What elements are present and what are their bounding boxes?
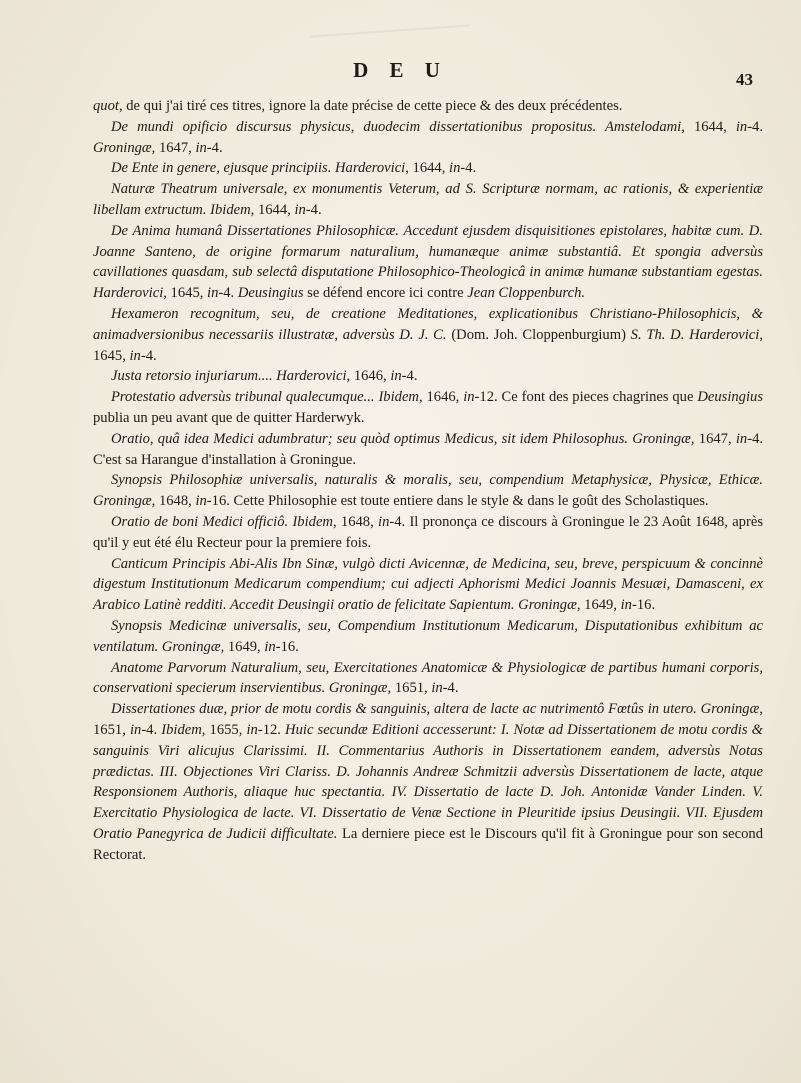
- page-header: [0, 58, 801, 92]
- french-text-run: , de qui j'ai tiré ces titres, ignore la date précise de cette piece & des deux précédentes.: [118, 98, 623, 114]
- latin-title-run: Justa retorsio injuriarum.... Harderovici: [111, 368, 347, 385]
- french-text-run: , 1644,: [250, 201, 295, 218]
- latin-title-run: Protestatio adversùs tribunal qualecumque... Ibidem: [111, 389, 419, 406]
- bibliography-entry: [93, 658, 763, 700]
- latin-title-run: S. Th. D. Harderovici: [630, 326, 760, 343]
- latin-title-run: Canticum Principis Abi-Alis Ibn Sinæ, vulgò dicti Avicennæ, de Medicina, seu, breve, perspicuum & concinnè digestum Institutionum Medicarum compendium; cui adjecti Aphorismi Medici Joannis Mesuæi, Damasceni, ex Arabico Latinè redditi. Accedit Deusingii oratio de felicitate Sapientum. Groningæ: [93, 555, 763, 614]
- french-text-run: -16. Cette Philosophie est toute entiere dans le style & dans le goût des Scholastiques.: [206, 493, 709, 510]
- latin-title-run: in: [735, 430, 748, 447]
- latin-title-run: in: [294, 201, 306, 218]
- latin-title-run: Jean Cloppenburch.: [467, 285, 586, 302]
- bibliography-entry: [93, 366, 763, 387]
- latin-title-run: in: [378, 513, 390, 530]
- latin-title-run: in: [129, 721, 142, 738]
- french-text-run: , 1651,: [387, 680, 432, 697]
- french-text-run: -4.: [442, 680, 459, 697]
- french-text-run: La derniere piece est le Discours qu'il fit à Groningue pour son second Rectorat.: [93, 825, 763, 863]
- bibliography-entry: [93, 699, 763, 865]
- french-text-run: , 1647,: [690, 430, 736, 447]
- bibliography-entry: [93, 117, 763, 159]
- french-text-run: 1644,: [693, 118, 736, 135]
- latin-title-run: Synopsis Medicinæ universalis, seu, Compendium Institutionum Medicarum, Disputationibus exhibitum ac ventilatum. Groningæ: [93, 617, 763, 655]
- latin-title-run: in: [449, 160, 461, 177]
- french-text-run: -4.: [141, 721, 162, 738]
- french-text-run: -12. Ce font des pieces chagrines que: [474, 389, 698, 406]
- french-text-run: -4.: [140, 347, 157, 364]
- latin-title-run: in: [129, 347, 141, 364]
- bibliography-entry: [93, 304, 763, 366]
- latin-title-run: in: [390, 368, 402, 385]
- latin-title-run: Hexameron recognitum, seu, de creatione Meditationes, explicationibus Christiano-Philosophicis, & animadversionibus necessariis illustratæ, adversùs D. J. C.: [93, 305, 763, 343]
- latin-title-run: in: [264, 638, 276, 655]
- french-text-run: -4. C'est sa Harangue d'installation à Groningue.: [93, 430, 764, 468]
- french-text-run: -12.: [257, 721, 286, 738]
- french-text-run: , 1645,: [93, 326, 763, 364]
- latin-title-run: De Ente in genere, ejusque principiis. Harderovici: [111, 160, 406, 177]
- latin-title-run: Oratio de boni Medici officiô. Ibidem: [111, 513, 333, 530]
- bibliography-entry: [93, 470, 763, 512]
- latin-title-run: in: [735, 118, 748, 135]
- bibliography-entry: [93, 512, 763, 554]
- latin-title-run: Anatome Parvorum Naturalium, seu, Exercitationes Anatomicæ & Physiologicæ de partibus humani corporis, conservationi specierum inservientibus. Groningæ: [93, 659, 763, 697]
- bibliography-entry: [93, 221, 763, 304]
- bibliography-entry: [93, 616, 763, 658]
- latin-title-run: Synopsis Philosophiæ universalis, naturalis & moralis, seu, compendium Metaphysicæ, Physicæ, Ethicæ. Groningæ: [93, 472, 763, 510]
- latin-title-run: in: [463, 389, 475, 406]
- latin-title-run: Oratio, quâ idea Medici adumbratur; seu quòd optimus Medicus, sit idem Philosophus. Groningæ: [111, 430, 691, 447]
- french-text-run: publia un peu avant que de quitter Harderwyk.: [93, 409, 365, 426]
- french-text-run: se défend encore ici contre: [303, 285, 468, 302]
- bibliography-entry: [93, 387, 763, 429]
- french-text-run: , 1645,: [163, 285, 208, 302]
- latin-title-run: Deusingius: [697, 389, 763, 406]
- latin-title-run: in: [195, 493, 207, 510]
- bibliography-entry: [93, 158, 763, 179]
- french-text-run: -4.: [460, 160, 477, 177]
- latin-title-run: in: [195, 139, 207, 156]
- french-text-run: , 1651,: [93, 701, 763, 738]
- bleed-through-mark: [309, 24, 470, 57]
- french-text-run: -4.: [218, 285, 238, 302]
- latin-title-run: De mundi opificio discursus physicus, duodecim dissertationibus propositus. Amstelodami,: [111, 118, 694, 135]
- french-text-run: -16.: [275, 638, 299, 655]
- french-text-run: , 1648,: [151, 493, 196, 510]
- latin-title-run: Dissertationes duæ, prior de motu cordis & sanguinis, altera de lacte ac nutrimentô Fœtûs in utero. Groningæ: [111, 701, 760, 718]
- french-text-run: , 1647,: [151, 139, 196, 156]
- latin-title-run: Deusingius: [237, 285, 304, 302]
- running-head: D E U: [353, 58, 448, 82]
- bibliography-entry: [93, 429, 763, 471]
- french-text-run: , 1646,: [418, 389, 464, 406]
- latin-title-run: in: [207, 285, 219, 302]
- latin-title-run: in: [620, 597, 632, 614]
- latin-title-run: De Anima humanâ Dissertationes Philosophicæ. Accedunt ejusdem disquisitiones epistolares, habitæ cum. D. Joanne Santeno, de origine formarum naturalium, humanæque animæ substantiâ. Et spongia adversùs cavillationes quasdam, sub selectâ disputatione Philosophico-Theologicâ in animæ humanæ substantiam egestas. Harderovici: [93, 222, 763, 302]
- bibliography-entry: [93, 554, 763, 616]
- continuation-paragraph: [93, 96, 763, 117]
- french-text-run: -4.: [401, 368, 418, 385]
- latin-title-run: Naturæ Theatrum universale, ex monumentis Veterum, ad S. Scripturæ normam, ac rationis, & experientiæ libellam extructum. Ibidem: [93, 181, 763, 218]
- french-text-run: , 1646,: [346, 368, 391, 385]
- latin-title-run: in: [246, 721, 258, 738]
- page-number: 43: [736, 70, 753, 89]
- bibliography-text: [93, 96, 763, 865]
- french-text-run: (Dom. Joh. Cloppenburgium): [446, 326, 631, 343]
- latin-title-run: quot: [93, 98, 119, 114]
- french-text-run: -16.: [631, 597, 656, 614]
- french-text-run: , 1649,: [576, 597, 621, 614]
- french-text-run: -4.: [206, 139, 223, 156]
- bibliography-entry: [93, 179, 763, 221]
- french-text-run: -4.: [305, 201, 322, 218]
- latin-title-run: Groningæ: [93, 139, 152, 156]
- french-text-run: , 1648,: [332, 513, 379, 530]
- latin-title-run: in: [431, 680, 443, 697]
- french-text-run: -4. Il prononça ce discours à Groningue le 23 Août 1648, après qu'il y eut été élu Recteur pour la premiere fois.: [93, 513, 763, 551]
- latin-title-run: Ibidem: [161, 721, 202, 738]
- latin-title-run: Huic secundæ Editioni accesserunt: I. Notæ ad Dissertationem de motu cordis & sanguinis Viri alicujus Clarissimi. II. Commentarius Authoris in Dissertationem eandem, adversùs Notas prædictas. III. Objectiones Viri Clariss. D. Johannis Andreæ Schmitzii adversùs Dissertationem de lacte, atque Responsionem Authoris, aliaque huc spectantia. IV. Dissertatio de lacte D. Joh. Antonidæ Vander Linden. V. Exercitatio Physiologica de lacte. VI. Dissertatio de Venæ Sectione in Pleuritide ipsius Deusingii. VII. Ejusdem Oratio Panegyrica de Judicii difficultate.: [93, 721, 763, 842]
- french-text-run: , 1655,: [201, 721, 247, 738]
- french-text-run: , 1649,: [220, 638, 265, 655]
- french-text-run: , 1644,: [405, 160, 450, 177]
- french-text-run: -4.: [747, 118, 763, 135]
